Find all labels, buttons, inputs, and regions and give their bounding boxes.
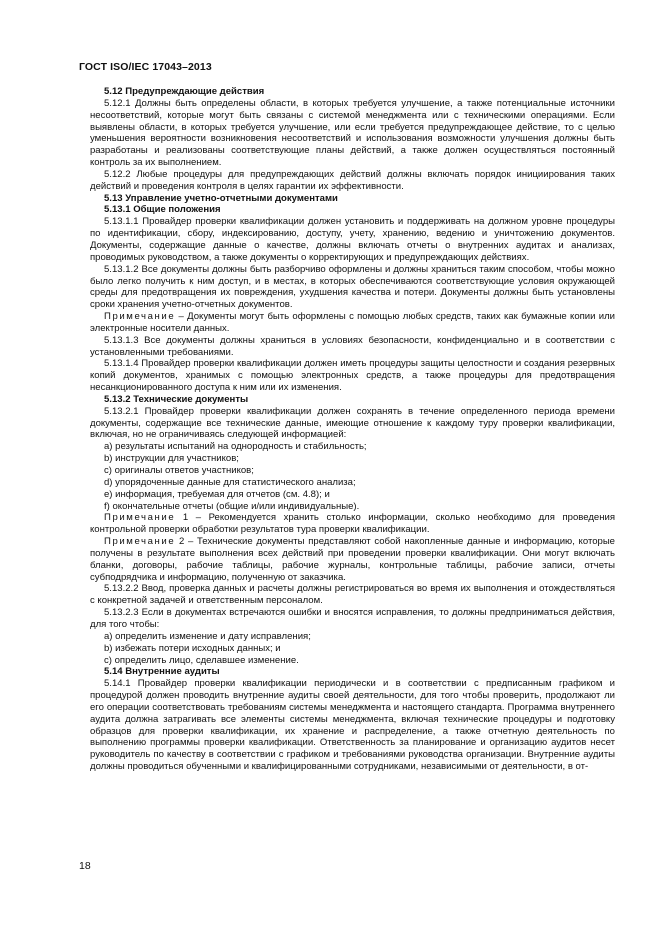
body-paragraph: 5.13.1.2 Все документы должны быть разборчиво оформлены и должны храниться таким способом, чтобы можно было легко получить к ним доступ, и в местах, в которых обеспечиваются соответствующие условия окружающей среды для предотвращения их повреждения, ухудшения качества и потери. Документы должны быть установлены сроки хранения учетно-отчетных документов. (90, 263, 615, 311)
list-item: c) определить лицо, сделавшее изменение. (104, 654, 299, 666)
standard-header: ГОСТ ISO/IEC 17043–2013 (79, 61, 212, 73)
document-body (90, 86, 615, 773)
note-paragraph (90, 311, 615, 335)
body-paragraph: 5.12.1 Должны быть определены области, в которых требуется улучшение, а также потенциальные источники несоответствий, которые могут быть связаны с системой менеджмента или с техническими операциями. Если выявлены области, в которых требуется улучшение, или если требуется предупреждающее действие, то с целью уменьшения вероятности возникновения несоответствий и использования возможности улучшения должны быть разработаны и реализованы соответствующие планы действий, а также должен осуществляться постоянный контроль за их выполнением. (90, 97, 615, 169)
body-paragraph: 5.12.2 Любые процедуры для предупреждающих действий должны включать порядок инициирования таких действий и проведения контроля в целях гарантии их эффективности. (90, 168, 615, 192)
page-number: 18 (79, 860, 91, 872)
list-item: a) результаты испытаний на однородность и стабильность; (104, 441, 367, 453)
body-paragraph: 5.13.1.4 Провайдер проверки квалификации должен иметь процедуры защиты целостности и создания резервных копий документов, хранимых с помощью электронных средств, а также процедуры для предотвращения несанкционированного доступа к ним или их изменения. (90, 358, 615, 394)
list-item: e) информация, требуемая для отчетов (см. 4.8); и (104, 488, 330, 500)
body-paragraph: 5.14.1 Провайдер проверки квалификации периодически и в соответствии с предписанным графиком и процедурой должен проводить внутренние аудиты своей деятельности, для того чтобы проверить, продолжают ли его операции соответствовать требованиям системы менеджмента и настоящего стандарта. Программа внутреннего аудита должна затрагивать все элементы системы менеджмента, включая технические процедуры и подготовку образцов для проверки квалификации, их хранение и распределение, а также отчетную деятельность по выполнению программы проверки квалификации. Ответственность за планирование и организацию аудитов несет руководитель по качеству в соответствии с графиком и требованиями руководства организации. Внутренние аудиты должны проводиться обученными и квалифицированными сотрудниками, независимыми от деятельности, в от- (90, 678, 615, 773)
body-paragraph: 5.13.1.1 Провайдер проверки квалификации должен установить и поддерживать на должном уровне процедуры по идентификации, сбору, индексированию, доступу, учету, хранению, ведению и уничтожению документов. Документы, содержащие данные о качестве, должны включать отчеты о внутренних аудитах и анализах, проводимых руководством, а также документы о корректирующих и предупреждающих действиях. (90, 216, 615, 263)
body-paragraph: 5.13.2.2 Ввод, проверка данных и расчеты должны регистрироваться во время их выполнения и отождествляться с конкретной задачей и ответственным персоналом. (90, 583, 615, 607)
section-heading: 5.13.1 Общие положения (104, 204, 221, 216)
note-label: Примечание (104, 311, 176, 323)
section-heading: 5.12 Предупреждающие действия (104, 86, 265, 97)
section-heading: 5.14 Внутренние аудиты (104, 666, 220, 678)
note-text: – Документы могут быть оформлены с помощью любых средств, таких как бумажные копии или электронные носители данных. (90, 311, 615, 334)
list-item: c) оригиналы ответов участников; (104, 465, 254, 476)
list-item: a) определить изменение и дату исправления; (104, 630, 311, 642)
note-text: 1 – Рекомендуется хранить столько информации, сколько необходимо для проведения контрольной проверки обработки результатов тура проверки квалификации. (90, 512, 615, 536)
note-paragraph (90, 512, 615, 536)
note-paragraph (90, 536, 615, 583)
list-item: b) инструкции для участников; (104, 453, 239, 465)
note-text: 2 – Технические документы представляют собой накопленные данные и информацию, которые получены в результате выполнения всех действий при проведении проверки квалификации. Они могут включать бланки, договоры, рабочие таблицы, рабочие журналы, контрольные таблицы, рабочие записи, отчеты субподрядчика и информацию, полученную от заказчика. (90, 536, 615, 583)
list-item: b) избежать потери исходных данных; и (104, 642, 281, 654)
note-label: Примечание (104, 512, 176, 524)
list-item: d) упорядоченные данные для статистического анализа; (104, 476, 356, 488)
note-label: Примечание (104, 536, 176, 548)
section-heading: 5.13 Управление учетно-отчетными документами (104, 192, 338, 204)
body-paragraph: 5.13.2.1 Провайдер проверки квалификации должен сохранять в течение определенного периода времени документы, содержащие все технические данные, имеющие отношение к каждому туру проверки квалификации, включая, но не ограничиваясь следующей информацией: (90, 405, 615, 441)
section-heading: 5.13.2 Технические документы (104, 393, 249, 405)
list-item: f) окончательные отчеты (общие и/или индивидуальные). (104, 500, 360, 512)
body-paragraph: 5.13.2.3 Если в документах встречаются ошибки и вносятся исправления, то должны предприниматься действия, для того чтобы: (90, 607, 615, 630)
body-paragraph: 5.13.1.3 Все документы должны храниться в условиях безопасности, конфиденциально и в соответствии с установленными требованиями. (90, 334, 615, 358)
